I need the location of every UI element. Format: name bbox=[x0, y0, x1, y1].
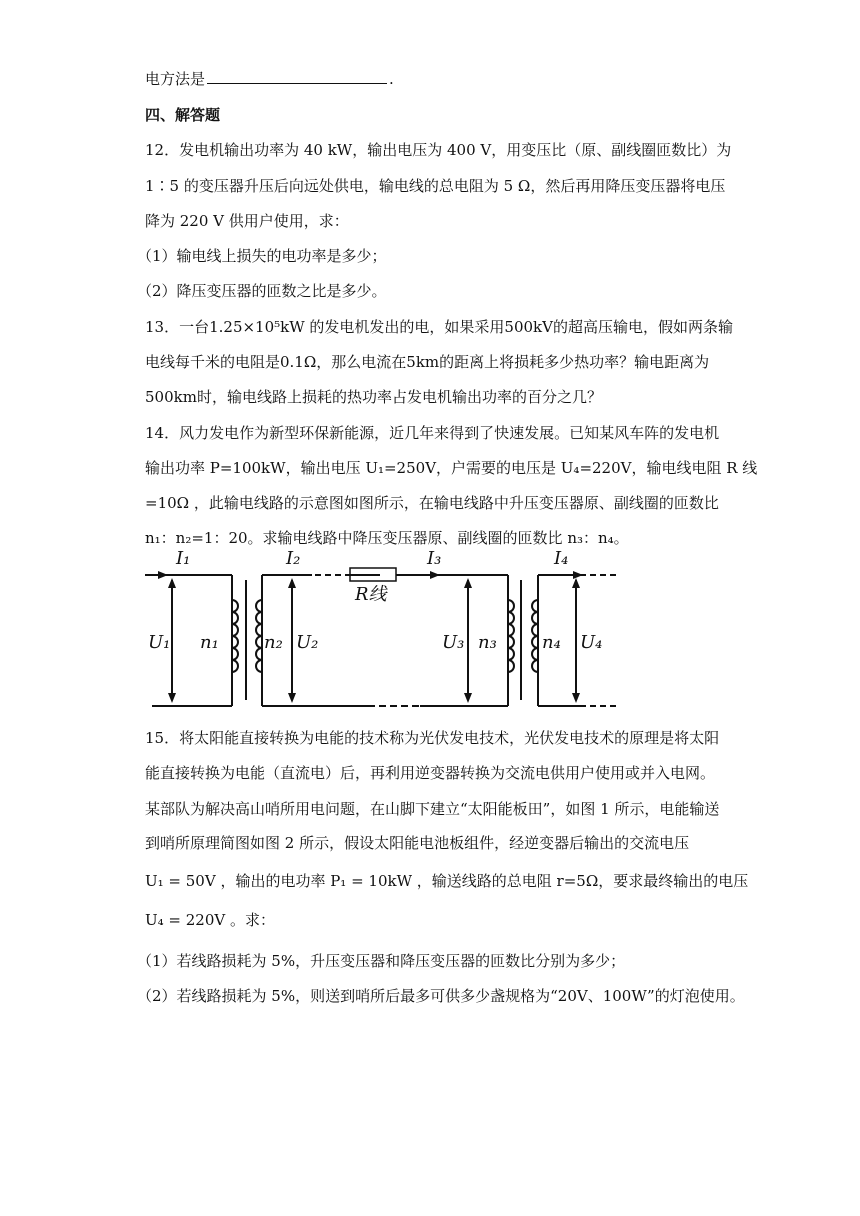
q15-line-1: 15．将太阳能直接转换为电能的技术称为光伏发电技术，光伏发电技术的原理是将太阳 bbox=[145, 729, 720, 747]
fill-prefix: 电方法是 bbox=[145, 70, 206, 88]
current-label-i1: I₁ bbox=[176, 548, 191, 569]
current-label-i2: I₂ bbox=[286, 548, 301, 569]
q12-sub-1: （1）输电线上损失的电功率是多少； bbox=[137, 247, 387, 265]
fill-suffix: . bbox=[389, 70, 394, 88]
current-label-i3: I₃ bbox=[427, 548, 442, 569]
q13-line-2: 电线每千米的电阻是0.1Ω，那么电流在5km的距离上将损耗多少热功率？输电距离为 bbox=[145, 353, 710, 371]
fill-in-line bbox=[145, 69, 394, 89]
q12-line-1: 12．发电机输出功率为 40 kW，输出电压为 400 V，用变压比（原、副线圈匝数比）为 bbox=[145, 141, 732, 159]
voltage-label-u1: U₁ bbox=[148, 632, 171, 653]
current-label-i4: I₄ bbox=[554, 548, 569, 569]
turns-label-n1: n₁ bbox=[200, 632, 219, 653]
voltage-label-u4: U₄ bbox=[580, 632, 603, 653]
q15-line-6: U₄ = 220V 。求： bbox=[145, 911, 275, 929]
q12-line-2: 1∶5 的变压器升压后向远处供电，输电线的总电阻为 5 Ω，然后再用降压变压器将电压 bbox=[145, 177, 726, 195]
voltage-label-u2: U₂ bbox=[296, 632, 319, 653]
q14-line-2: 输出功率 P=100kW，输出电压 U₁=250V，户需要的电压是 U₄=220V，输电线电阻 R 线 bbox=[145, 459, 758, 477]
resistor-label: R线 bbox=[355, 584, 387, 605]
q14-line-4: n₁：n₂=1：20。求输电线路中降压变压器原、副线圈的匝数比 n₃：n₄。 bbox=[145, 529, 629, 547]
voltage-label-u3: U₃ bbox=[442, 632, 465, 653]
answer-blank bbox=[207, 69, 387, 84]
q15-line-4: 到哨所原理简图如图 2 所示，假设太阳能电池板组件，经逆变器后输出的交流电压 bbox=[145, 834, 690, 852]
turns-label-n3: n₃ bbox=[478, 632, 497, 653]
q12-line-3: 降为 220 V 供用户使用，求： bbox=[145, 212, 349, 230]
transmission-circuit-diagram bbox=[140, 540, 640, 715]
q14-line-1: 14．风力发电作为新型环保新能源，近几年来得到了快速发展。已知某风车阵的发电机 bbox=[145, 424, 720, 442]
q12-sub-2: （2）降压变压器的匝数之比是多少。 bbox=[137, 282, 387, 300]
section-title: 四、解答题 bbox=[145, 106, 221, 124]
q15-line-2: 能直接转换为电能（直流电）后，再利用逆变器转换为交流电供用户使用或并入电网。 bbox=[145, 764, 716, 782]
turns-label-n2: n₂ bbox=[264, 632, 283, 653]
q13-line-3: 500km时，输电线路上损耗的热功率占发电机输出功率的百分之几？ bbox=[145, 388, 602, 406]
q14-line-3: =10Ω ，此输电线路的示意图如图所示，在输电线路中升压变压器原、副线圈的匝数比 bbox=[145, 494, 719, 512]
turns-label-n4: n₄ bbox=[542, 632, 561, 653]
q13-line-1: 13．一台1.25×10⁵kW 的发电机发出的电，如果采用500kV的超高压输电，假如两条输 bbox=[145, 318, 733, 336]
q15-sub-2: （2）若线路损耗为 5%，则送到哨所后最多可供多少盏规格为“20V、100W”的灯泡使用。 bbox=[137, 987, 745, 1005]
q15-sub-1: （1）若线路损耗为 5%，升压变压器和降压变压器的匝数比分别为多少； bbox=[137, 952, 626, 970]
q15-line-5: U₁ = 50V ，输出的电功率 P₁ = 10kW ，输送线路的总电阻 r=5Ω，要求最终输出的电压 bbox=[145, 872, 749, 890]
q15-line-3: 某部队为解决高山哨所用电问题，在山脚下建立“太阳能板田”，如图 1 所示，电能输送 bbox=[145, 800, 720, 818]
